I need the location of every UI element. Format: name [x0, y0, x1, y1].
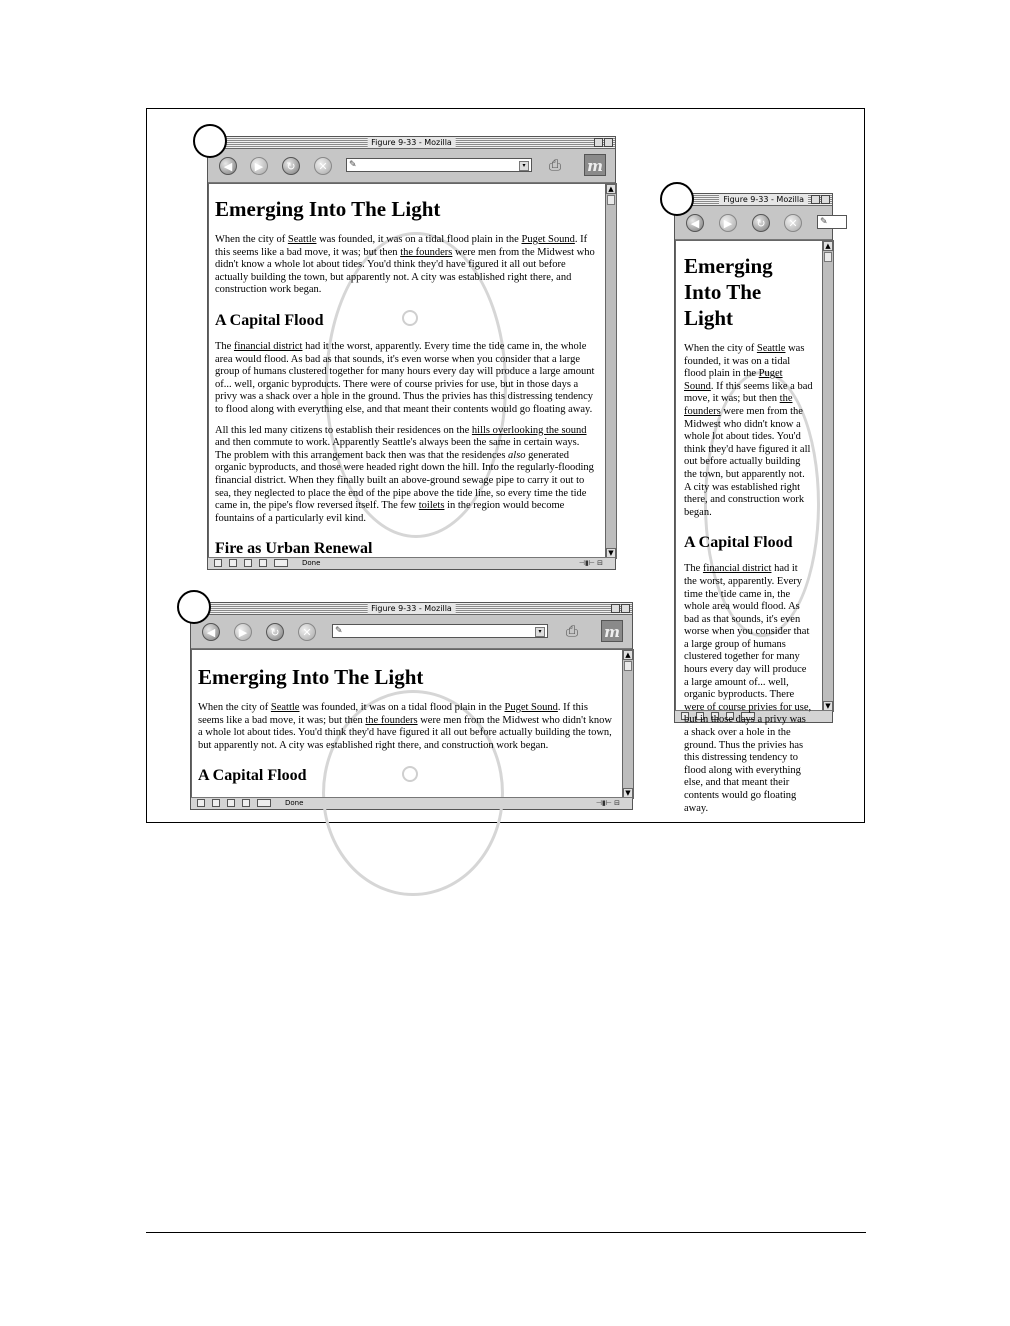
scroll-up-icon[interactable]: ▲ [606, 184, 616, 194]
vertical-scrollbar[interactable] [605, 184, 616, 558]
window-title: Figure 9-33 - Mozilla [367, 603, 456, 614]
financial-district-link[interactable]: financial district [233, 340, 303, 352]
scroll-up-icon[interactable]: ▲ [823, 241, 833, 251]
window-title: Figure 9-33 - Mozilla [367, 137, 456, 148]
forward-icon[interactable]: ▶ [234, 623, 252, 641]
navigation-toolbar [208, 149, 615, 183]
reload-icon[interactable]: ↻ [752, 214, 770, 232]
url-dropdown-icon[interactable]: ▾ [535, 627, 545, 637]
print-icon[interactable]: ⎙ [565, 622, 578, 640]
navigator-icon[interactable] [197, 799, 205, 807]
page-content [675, 240, 834, 814]
back-icon[interactable]: ◀ [686, 214, 704, 232]
zoom-box-icon[interactable] [811, 195, 820, 204]
browser-window-wide [190, 602, 633, 810]
navigation-toolbar [191, 615, 632, 649]
financial-district-link[interactable]: financial district [702, 563, 772, 575]
seattle-link[interactable]: Seattle [270, 702, 300, 713]
mail-icon[interactable] [212, 799, 220, 807]
callout-circle-1 [193, 124, 227, 158]
window-title: Figure 9-33 - Mozilla [719, 194, 808, 205]
vertical-scrollbar[interactable] [822, 241, 833, 711]
url-input[interactable] [346, 158, 532, 172]
article-heading: Emerging Into The Light [198, 665, 424, 689]
status-text: Done [302, 559, 321, 567]
browser-window-large [207, 136, 616, 570]
stop-icon[interactable]: ✕ [298, 623, 316, 641]
security-lock-icon: ⊣▮⊢ ⊟ [578, 559, 603, 567]
article-paragraph-2: The financial district had it the worst, apparently. Every time the tide came in, the whole area would flood. As bad as that sounds, it's even worse when you consider that a large group of humans clustered together for many hours every day will produce a large amount of... well, organic byproducts. There were of course privies for use, but in those days a privy was a shack over a hole in the ground. Thus the privies has this distressing tendency to flood along with everything else, and that meant their contents would go floating away. [215, 340, 595, 415]
toilets-link[interactable]: toilets [418, 500, 445, 512]
browser-window-narrow [674, 193, 833, 814]
callout-circle-2 [660, 182, 694, 216]
mail-icon[interactable] [229, 559, 237, 567]
scroll-down-icon[interactable]: ▼ [606, 548, 616, 558]
navigation-toolbar [675, 206, 832, 240]
puget-sound-link[interactable]: Puget Sound [521, 234, 575, 245]
scroll-thumb[interactable] [624, 661, 632, 671]
scroll-down-icon[interactable]: ▼ [623, 788, 633, 798]
section-heading-fire: Fire as Urban Renewal [215, 540, 373, 558]
pencil-icon: ✎ [335, 626, 343, 636]
composer-icon[interactable] [259, 559, 267, 567]
composer-icon[interactable] [242, 799, 250, 807]
article-heading: Emerging Into The Light [215, 197, 441, 221]
puget-sound-link[interactable]: Puget Sound [684, 368, 783, 392]
back-icon[interactable]: ◀ [202, 623, 220, 641]
section-heading-flood: A Capital Flood [215, 311, 324, 329]
founders-link[interactable]: the founders [400, 246, 453, 258]
url-input[interactable] [332, 624, 548, 638]
zoom-box-icon[interactable] [611, 604, 620, 613]
hills-link[interactable]: hills overlooking the sound [471, 424, 587, 436]
collapse-box-icon[interactable] [621, 604, 630, 613]
section-heading-flood: A Capital Flood [198, 767, 307, 785]
url-input[interactable] [817, 215, 847, 229]
title-bar[interactable] [208, 137, 615, 149]
collapse-box-icon[interactable] [821, 195, 830, 204]
article-paragraph-1: When the city of Seattle was founded, it was on a tidal flood plain in the Puget Sound. If this seems like a bad move, it was; but then the founders were men from the Midwest who didn't know a whole lot about tides. You'd think they'd have figured it all out before actually building the town, but apparently not. A city was established right there, and construction work began. [198, 702, 612, 751]
scroll-thumb[interactable] [607, 195, 615, 205]
stop-icon[interactable]: ✕ [784, 214, 802, 232]
navigator-icon[interactable] [214, 559, 222, 567]
mozilla-logo-icon[interactable]: m [601, 620, 623, 642]
status-bar [191, 797, 632, 809]
vertical-scrollbar[interactable] [622, 650, 633, 798]
stop-icon[interactable]: ✕ [314, 157, 332, 175]
url-dropdown-icon[interactable]: ▾ [519, 161, 529, 171]
chat-icon[interactable] [227, 799, 235, 807]
founders-link[interactable]: the founders [365, 714, 418, 726]
zoom-box-icon[interactable] [594, 138, 603, 147]
article-paragraph-1: When the city of Seattle was founded, it was on a tidal flood plain in the Puget Sound. If this seems like a bad move, it was; but then the founders were men from the Midwest who didn't know a whole lot about tides. You'd think they'd have figured it all out before actually building the town, but apparently not. A city was established right there, and construction work began. [684, 343, 813, 518]
chat-icon[interactable] [244, 559, 252, 567]
founders-link[interactable]: the founders [684, 393, 793, 417]
status-text: Done [285, 799, 304, 807]
seattle-link[interactable]: Seattle [756, 343, 786, 354]
address-book-icon[interactable] [257, 799, 271, 807]
pencil-icon: ✎ [820, 217, 828, 227]
article-heading: Emerging Into The Light [684, 254, 773, 330]
security-lock-icon: ⊣▮⊢ ⊟ [595, 799, 620, 807]
scroll-up-icon[interactable]: ▲ [623, 650, 633, 660]
pencil-icon: ✎ [349, 160, 357, 170]
reload-icon[interactable]: ↻ [266, 623, 284, 641]
title-bar[interactable] [191, 603, 632, 615]
address-book-icon[interactable] [274, 559, 288, 567]
collapse-box-icon[interactable] [604, 138, 613, 147]
page-content [208, 183, 617, 559]
scroll-thumb[interactable] [824, 252, 832, 262]
callout-circle-3 [177, 590, 211, 624]
scroll-down-icon[interactable]: ▼ [823, 701, 833, 711]
puget-sound-link[interactable]: Puget Sound [504, 702, 558, 713]
back-icon[interactable]: ◀ [219, 157, 237, 175]
reload-icon[interactable]: ↻ [282, 157, 300, 175]
seattle-link[interactable]: Seattle [287, 234, 317, 245]
forward-icon[interactable]: ▶ [719, 214, 737, 232]
page-content [191, 649, 634, 799]
article-paragraph-3: All this led many citizens to establish their residences on the hills overlooking the sound and then commute to work. Apparently Seattle's always been the same in certain ways. The problem with this arrangement back then was that the residences also generated organic byproducts, and those were headed right down the hill. Into the regularly-flooding financial district. When they finally built an above-ground sewage pipe to carry it out to sea, they neglected to place the end of the pipe above the tide line, so every time the tide came in, the pipe's flow reversed itself. The few toilets in the region would become fountains of a particularly evil kind. [215, 424, 594, 524]
article-paragraph-2: The financial district had it the worst, apparently. Every time the tide came in, the whole area would flood. As bad as that sounds, it's even worse when you consider that a large group of humans clustered together for many hours every day will produce a large amount of... well, organic byproducts. There were of course privies for use, but in those days a privy was a shack over a hole in the ground. Thus the privies has this distressing tendency to flood along with everything else, and that meant their contents would go floating away. [684, 563, 812, 814]
section-heading-flood: A Capital Flood [684, 534, 793, 552]
title-bar[interactable] [675, 194, 832, 206]
page-rule [146, 1232, 866, 1233]
article-paragraph-1: When the city of Seattle was founded, it was on a tidal flood plain in the Puget Sound. If this seems like a bad move, it was; but then the founders were men from the Midwest who didn't know a whole lot about tides. You'd think they'd have figured it all out before actually building the town, but apparently not. A city was established right there, and construction work began. [215, 234, 595, 296]
mozilla-logo-icon[interactable]: m [584, 154, 606, 176]
forward-icon[interactable]: ▶ [250, 157, 268, 175]
print-icon[interactable]: ⎙ [548, 156, 561, 174]
